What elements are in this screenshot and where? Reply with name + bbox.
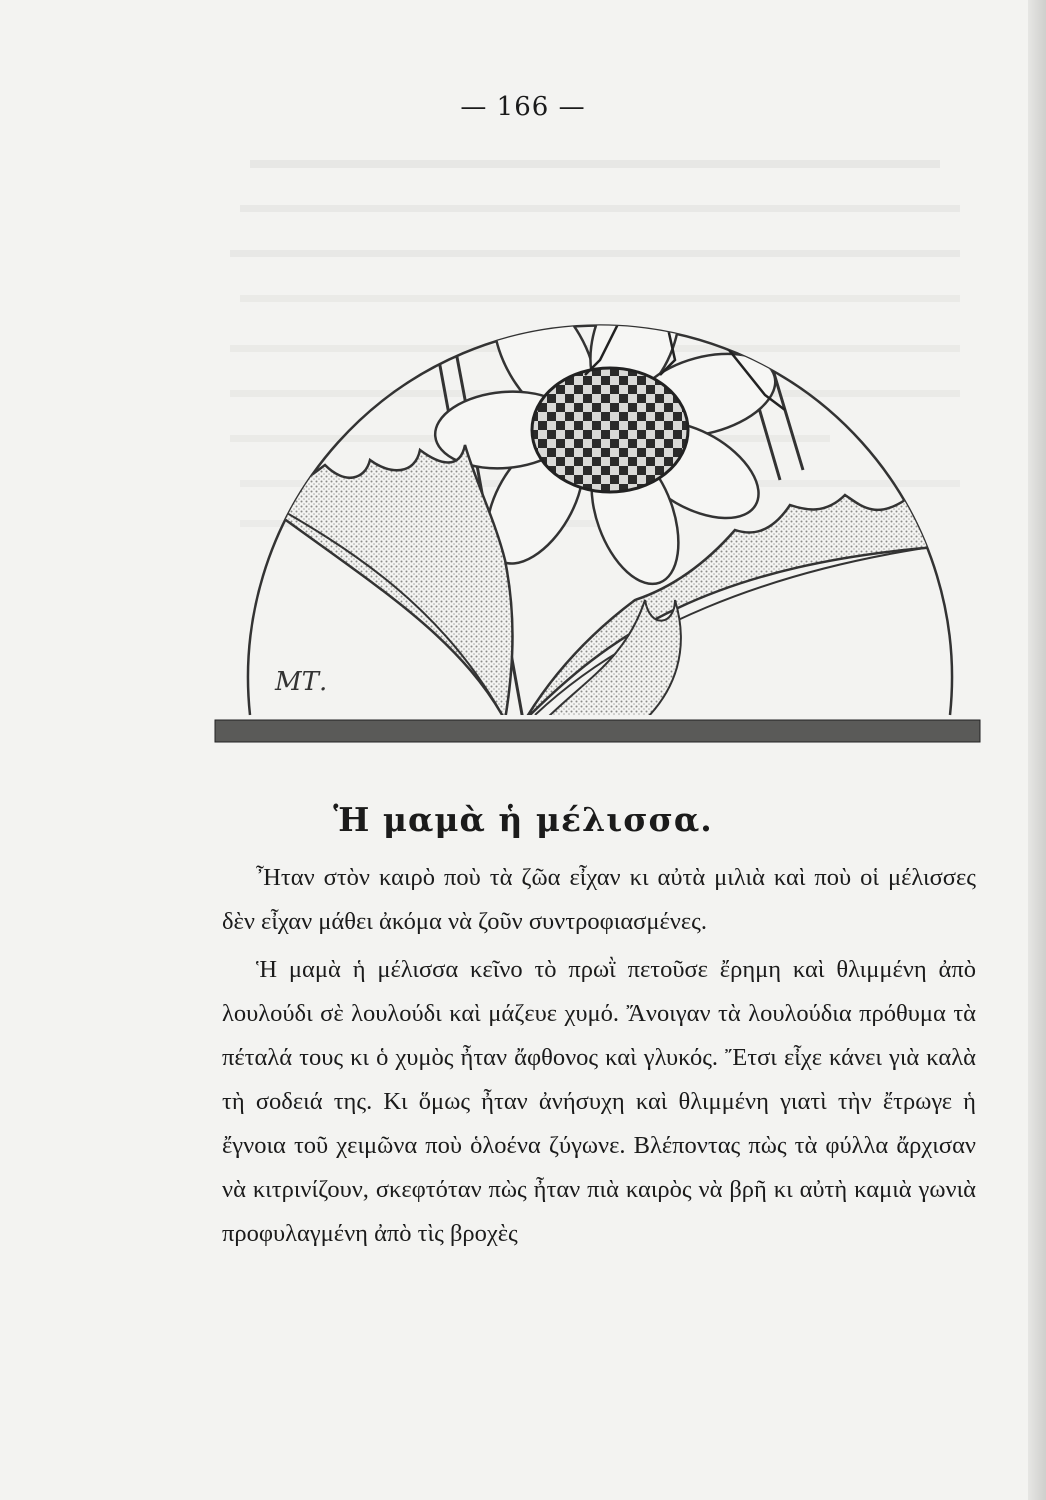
story-body <box>222 856 976 1260</box>
flower-center <box>532 368 688 492</box>
artist-signature: ΜΤ. <box>275 667 328 697</box>
page-number: — 166 — <box>460 92 586 122</box>
bee-on-daisy-illustration <box>205 160 995 760</box>
page-edge <box>1028 0 1046 1500</box>
story-title: Ἡ μαμὰ ἡ μέλισσα. <box>333 800 713 839</box>
paragraph: Ἦταν στὸν καιρὸ ποὺ τὰ ζῶα εἶχαν κι αὐτὰ μιλιὰ καὶ ποὺ οἱ μέλισσες δὲν εἶχαν μάθει ἀκόμα νὰ ζοῦν συντροφιασμένες. <box>222 864 976 935</box>
ground-bar <box>215 720 980 742</box>
paragraph: Ἡ μαμὰ ἡ μέλισσα κεῖνο τὸ πρωῒ πετοῦσε ἔρημη καὶ θλιμμένη ἀπὸ λουλούδι σὲ λουλούδι καὶ μάζευε χυμό. Ἄνοιγαν τὰ λουλούδια πρόθυμα τὰ πέταλά τους κι ὁ χυμὸς ἦταν ἄφθονος καὶ γλυκός. Ἔτσι εἶχε κάνει γιὰ καλὰ τὴ σοδειά της. Κι ὅμως ἦταν ἀνήσυχη καὶ θλιμμένη γιατὶ τὴν ἔτρωγε ἡ ἔγνοια τοῦ χειμῶνα ποὺ ὁλοένα ζύγωνε. Βλέποντας πὼς τὰ φύλλα ἄρχισαν νὰ κιτρινίζουν, σκεφτόταν πὼς ἦταν πιὰ καιρὸς νὰ βρῆ κι αὐτὴ καμιὰ γωνιὰ προφυλαγμένη ἀπὸ τὶς βροχὲς <box>222 956 976 1247</box>
